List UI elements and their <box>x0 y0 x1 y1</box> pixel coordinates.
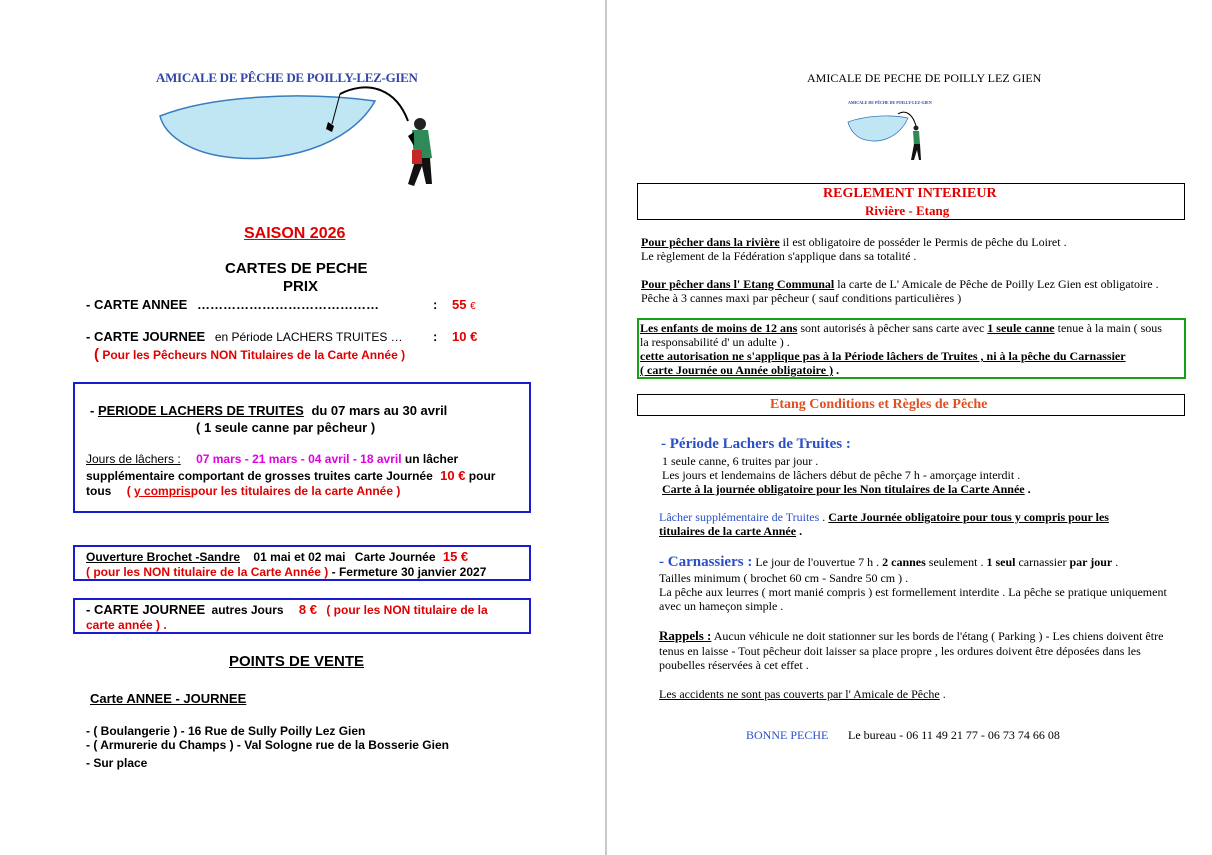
rappels-l1: Aucun véhicule ne doit stationner sur les bords de l'étang ( Parking ) - Les chiens doivent être <box>711 629 1164 643</box>
enfants-canne: 1 seule canne <box>987 321 1055 335</box>
club-logo <box>150 66 450 196</box>
autres-label: - CARTE JOURNEE <box>86 602 206 617</box>
carte-journee-row <box>86 329 403 344</box>
enfants-line1 <box>640 321 1162 335</box>
etang-text: la carte de L' Amicale de Pêche de Poilly Lez Gien est obligatoire . <box>834 277 1159 291</box>
brochet-fermeture: - Fermeture 30 janvier 2027 <box>331 565 487 579</box>
rappels-label: Rappels : <box>659 628 712 643</box>
price-title: PRIX <box>283 278 319 295</box>
enfants-line4 <box>640 363 839 377</box>
periode-title-row <box>90 403 447 418</box>
enfants-line2: la responsabilité d' un adulte ) . <box>640 335 790 349</box>
etang-label: Pour pêcher dans l' Etang Communal <box>641 277 835 291</box>
page-divider <box>605 0 607 855</box>
carte-annee-colon: : <box>433 297 438 312</box>
carte-journee-colon: : <box>433 329 438 344</box>
carnassiers-l1a: Le jour de l'ouvertue 7 h . <box>752 555 883 569</box>
small-fisherman-logo-icon <box>846 100 926 164</box>
carte-journee-label: - CARTE JOURNEE <box>86 329 206 344</box>
periode-right-line2: Les jours et lendemains de lâchers début de pêche 7 h - amorçage interdit . <box>662 468 1021 482</box>
periode-dash: - <box>90 403 98 418</box>
etang-cond-title: Etang Conditions et Règles de Pêche <box>770 397 988 412</box>
accidents-row <box>659 687 946 701</box>
small-logo-text: AMICALE DE PÊCHE DE POILLY-LEZ-GIEN <box>848 100 932 105</box>
lacher-text2: titulaires de la carte Année <box>659 524 797 538</box>
periode-right-title: - Période Lachers de Truites : <box>661 436 851 452</box>
periode-line2-price: 10 € <box>440 468 466 483</box>
brochet-row2 <box>86 565 486 579</box>
carte-annee-dots: …………………………………… <box>196 297 379 312</box>
autres-note1: ( pour les NON titulaire de la <box>326 603 488 617</box>
accidents-end: . <box>939 687 946 701</box>
reglement-title: REGLEMENT INTERIEUR <box>823 186 997 201</box>
enfants-end: tenue à la main ( sous <box>1054 321 1162 335</box>
periode-line3 <box>86 484 400 498</box>
vente-item-3: - Sur place <box>86 756 148 770</box>
jours-after: un lâcher <box>404 452 459 466</box>
carte-journee-note-paren: ( <box>94 346 99 363</box>
carnassiers-title: - Carnassiers : <box>659 554 753 570</box>
carte-annee-price-value: 55 <box>452 297 467 312</box>
etang-line2: Pêche à 3 cannes maxi par pêcheur ( sauf conditions particulières ) <box>641 291 962 305</box>
right-header: AMICALE DE PECHE DE POILLY LEZ GIEN <box>807 71 1042 85</box>
carnassiers-line4: avec un hameçon simple . <box>659 599 784 613</box>
brochet-note: ( pour les NON titulaire de la Carte Année ) <box>86 565 329 579</box>
brochet-row1 <box>86 549 468 564</box>
autres-price: 8 € <box>298 602 317 617</box>
carnassiers-l1f: par jour <box>1069 555 1113 569</box>
carnassiers-l1g: . <box>1112 555 1119 569</box>
rappels-line3: poubelles réservées à cet effet . <box>659 658 809 672</box>
periode-line3-tous: tous <box>86 484 112 498</box>
periode-right-line1: 1 seule canne, 6 truites par jour . <box>662 454 819 468</box>
riviere-text: il est obligatoire de posséder le Permis de pêche du Loiret . <box>779 235 1067 249</box>
brochet-dates: 01 mai et 02 mai <box>253 550 346 564</box>
carnassiers-l1e: carnassier <box>1015 555 1070 569</box>
carte-journee-price: 10 € <box>452 329 478 344</box>
vente-item-1: - ( Boulangerie ) - 16 Rue de Sully Poilly Lez Gien <box>86 724 366 738</box>
carnassiers-l1b: 2 cannes <box>882 555 926 569</box>
carte-journee-note-text: Pour les Pêcheurs NON Titulaires de la Carte Année ) <box>102 348 406 362</box>
periode-line2-text: supplémentaire comportant de grosses truites carte Journée <box>86 469 433 483</box>
accidents-text: Les accidents ne sont pas couverts par l' Amicale de Pêche <box>659 687 940 701</box>
small-logo <box>846 100 932 164</box>
enfants-line4-text: ( carte Journée ou Année obligatoire ) <box>640 363 834 377</box>
periode-line3-after: pour les titulaires de la carte Année ) <box>190 484 401 498</box>
bonne-peche: BONNE PECHE <box>746 728 829 742</box>
periode-line3-ycompris: y compris <box>134 484 191 498</box>
brochet-title: Ouverture Brochet -Sandre <box>86 550 241 564</box>
periode-line2 <box>86 468 495 483</box>
jours-dates: 07 mars - 21 mars - 04 avril - 18 avril <box>196 452 402 466</box>
autres-row1 <box>86 602 488 617</box>
periode-jours-row <box>86 452 458 466</box>
lacher-text2-end: . <box>796 524 803 538</box>
periode-right-carte-end: . <box>1024 482 1031 496</box>
bureau-phones: Le bureau - 06 11 49 21 77 - 06 73 74 66 08 <box>848 728 1060 742</box>
periode-dates: du 07 mars au 30 avril <box>311 403 448 418</box>
lacher-text: Carte Journée obligatoire pour tous y compris pour les <box>828 510 1109 524</box>
carte-annee-price <box>452 297 476 312</box>
carte-annee-label: - CARTE ANNEE <box>86 297 188 312</box>
rappels-line2: tenus en laisse - Tout pêcheur doit laisser sa place propre , les ordures doivent être déposées dans les <box>659 644 1141 658</box>
periode-line3-paren: ( <box>126 484 131 498</box>
cards-title: CARTES DE PECHE <box>225 260 368 277</box>
etang-row <box>641 277 1159 291</box>
logo-text: AMICALE DE PÊCHE DE POILLY-LEZ-GIEN <box>156 70 418 85</box>
riviere-line2: Le règlement de la Fédération s'applique dans sa totalité . <box>641 249 917 263</box>
rappels-row1 <box>659 629 1163 643</box>
periode-line2-after: pour <box>468 469 496 483</box>
carte-journee-period: en Période LACHERS TRUITES … <box>214 330 403 344</box>
carnassiers-line2: Tailles minimum ( brochet 60 cm - Sandre 50 cm ) . <box>659 571 909 585</box>
lacher-row1 <box>659 510 1109 524</box>
brochet-carte: Carte Journée <box>354 550 436 564</box>
periode-rule: ( 1 seule canne par pêcheur ) <box>196 420 376 435</box>
lacher-label: Lâcher supplémentaire de Truites <box>659 510 820 524</box>
season-title: SAISON 2026 <box>244 225 346 242</box>
carnassiers-l1d: 1 seul <box>986 555 1016 569</box>
reglement-sub: Rivière - Etang <box>865 203 950 218</box>
enfants-bold: Les enfants de moins de 12 ans <box>640 321 798 335</box>
periode-right-carte <box>662 482 1031 496</box>
carnassiers-row1 <box>659 555 1118 569</box>
carte-annee-journee: Carte ANNEE - JOURNEE <box>90 691 247 706</box>
points-vente-title: POINTS DE VENTE <box>229 653 365 670</box>
carte-annee-currency: € <box>470 301 476 312</box>
carnassiers-line3: La pêche aux leurres ( mort manié compris ) est formellement interdite . La pêche se pratique uniquement <box>659 585 1167 599</box>
vente-item-2: - ( Armurerie du Champs ) - Val Sologne rue de la Bosserie Gien <box>86 738 449 752</box>
lacher-dot: . <box>819 510 829 524</box>
periode-title: PERIODE LACHERS DE TRUITES <box>97 403 304 418</box>
enfants-line4-end: . <box>833 363 840 377</box>
lacher-row2 <box>659 524 802 538</box>
riviere-row <box>641 235 1067 249</box>
carnassiers-l1c: seulement . <box>925 555 987 569</box>
autres-after: autres Jours <box>211 603 284 617</box>
riviere-label: Pour pêcher dans la rivière <box>641 235 780 249</box>
enfants-mid: sont autorisés à pêcher sans carte avec <box>797 321 988 335</box>
carte-journee-note <box>94 346 405 363</box>
autres-note2: carte année ) . <box>86 618 167 632</box>
jours-label: Jours de lâchers : <box>86 452 181 466</box>
periode-right-carte-text: Carte à la journée obligatoire pour les Non titulaires de la Carte Année <box>662 482 1025 496</box>
enfants-line3: cette autorisation ne s'applique pas à la Période lâchers de Truites , ni à la pêche du Carnassier <box>640 349 1126 363</box>
carte-annee-row <box>86 297 379 312</box>
brochet-price: 15 € <box>442 549 469 564</box>
